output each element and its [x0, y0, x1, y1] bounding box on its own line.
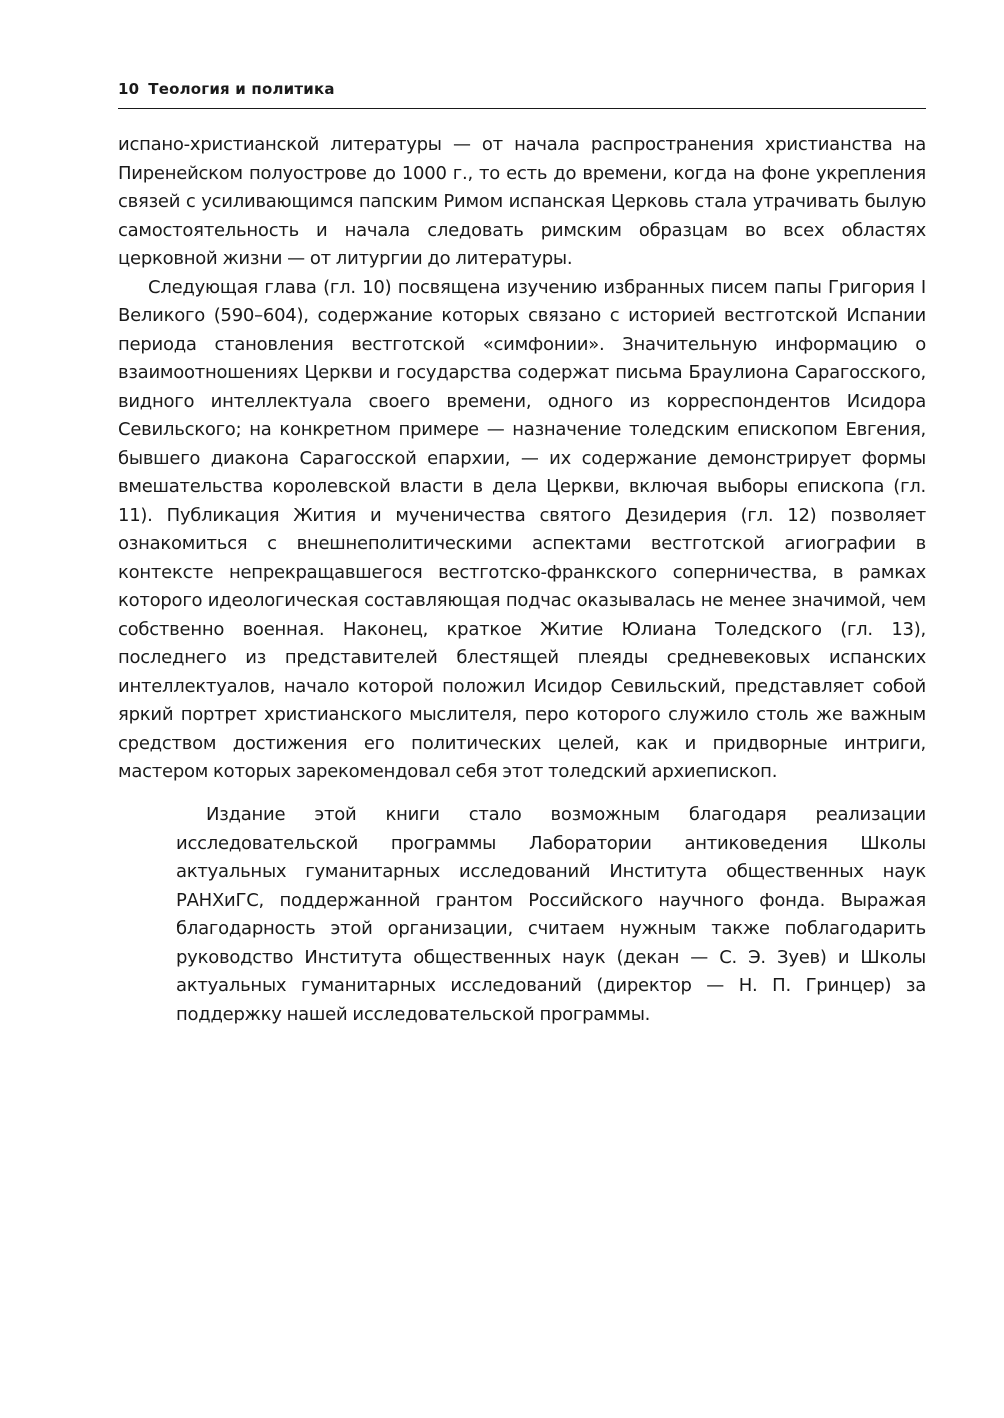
page-number: 10	[118, 80, 140, 98]
section-title: Теология и политика	[148, 80, 335, 98]
paragraph-continuation: испано-христианской литературы — от начала распространения христианства на Пиренейском полуострове до 1000 г., то есть до времени, когда на фоне укрепления связей с усиливающимся папским Римом испанская Церковь стала утрачивать былую самостоятельность и начала следовать римским образцам во всех областях церковной жизни — от литургии до литературы.	[118, 134, 926, 269]
acknowledgment-text: Издание этой книги стало возможным благодаря реализации исследовательской программы Лаборатории антиковедения Школы актуальных гуманитарных исследований Института общественных наук РАНХиГС, поддержанной грантом Российского научного фонда. Выражая благодарность этой организации, считаем нужным также поблагодарить руководство Института общественных наук (декан — С. Э. Зуев) и Школы актуальных гуманитарных исследований (директор — Н. П. Гринцер) за поддержку нашей исследовательской программы.	[176, 804, 926, 1025]
acknowledgment-block	[176, 801, 926, 1029]
paragraph-chapter-overview: Следующая глава (гл. 10) посвящена изучению избранных писем папы Григория I Великого (590–604), содержание которых связано с историей вестготской Испании периода становления вестготской «симфонии». Значительную информацию о взаимоотношениях Церкви и государства содержат письма Браулиона Сарагосского, видного интеллектуала своего времени, одного из корреспондентов Исидора Севильского; на конкретном примере — назначение толедским епископом Евгения, бывшего диакона Сарагосской епархии, — их содержание демонстрирует формы вмешательства королевской власти в дела Церкви, включая выборы епископа (гл. 11). Публикация Жития и мученичества святого Дезидерия (гл. 12) позволяет ознакомиться с внешнеполитическими аспектами вестготской агиографии в контексте непрекращавшегося вестготско-франкского соперничества, в рамках которого идеологическая составляющая подчас оказывалась не менее значимой, чем собственно военная. Наконец, краткое Житие Юлиана Толедского (гл. 13), последнего из представителей блестящей плеяды средневековых испанских интеллектуалов, начало которой положил Исидор Севильский, представляет собой яркий портрет христианского мыслителя, перо которого служило столь же важным средством достижения его политических целей, как и придворные интриги, мастером которых зарекомендовал себя этот толедский архиепископ.	[118, 276, 926, 782]
running-header	[118, 78, 926, 109]
main-text	[118, 131, 926, 787]
